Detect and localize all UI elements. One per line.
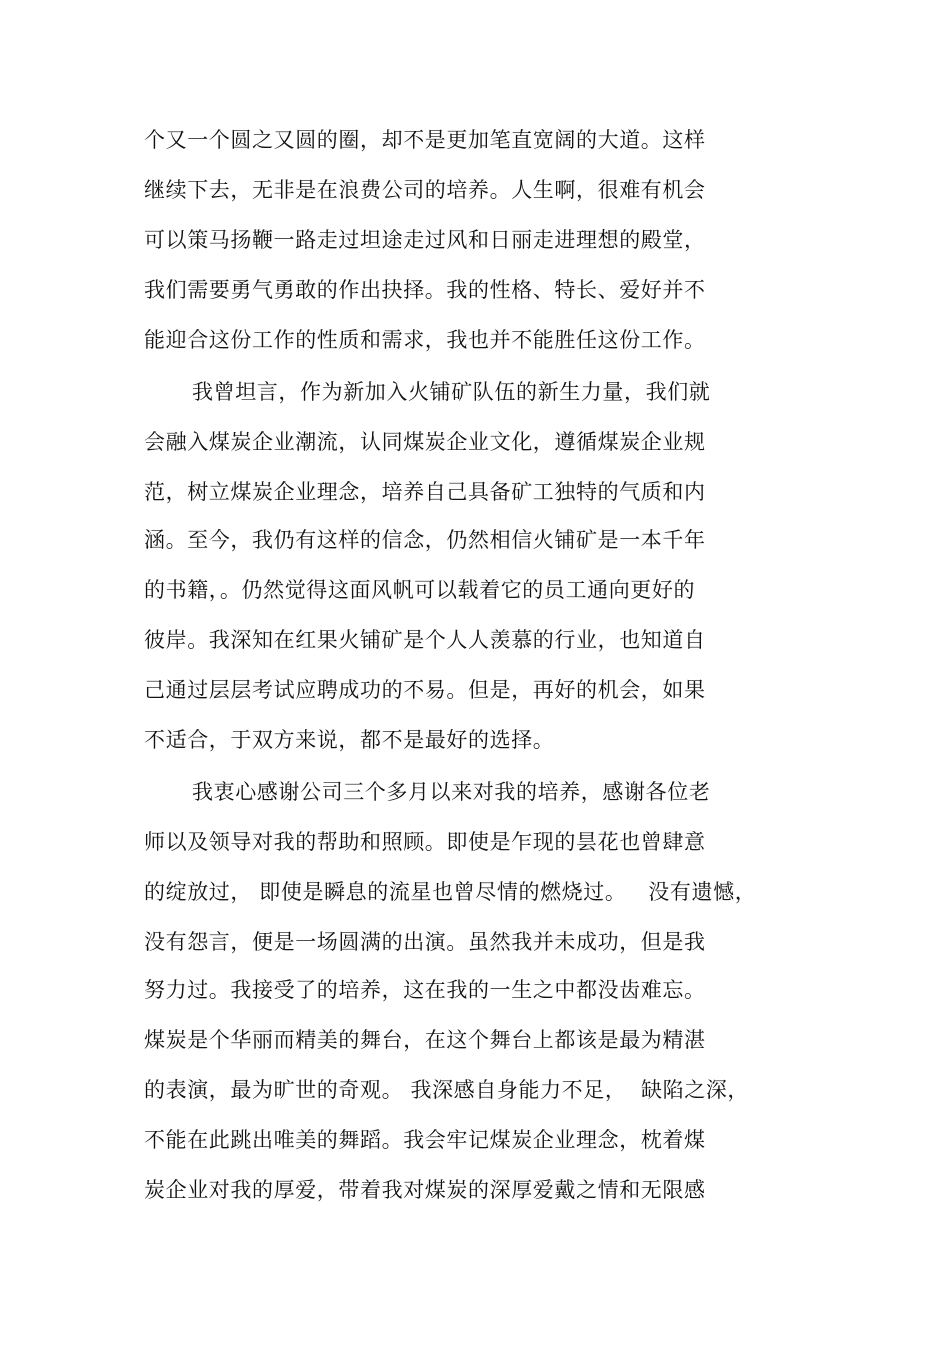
text-line-9: 涵。至今，我仍有这样的信念，仍然相信火铺矿是一本千年 [144, 528, 706, 552]
text-line-2: 继续下去，无非是在浪费公司的培养。人生啊，很难有机会 [144, 178, 706, 202]
text-line-3: 可以策马扬鞭一路走过坦途走过风和日丽走进理想的殿堂， [144, 228, 706, 252]
text-line-15: 师以及领导对我的帮助和照顾。即使是乍现的昙花也曾肆意 [144, 830, 706, 854]
text-line-17: 没有怨言，便是一场圆满的出演。虽然我并未成功，但是我 [144, 930, 706, 954]
paragraph-start-line-14: 我衷心感谢公司三个多月以来对我的培养，感谢各位老 [192, 780, 711, 804]
text-line-13: 不适合，于双方来说，都不是最好的选择。 [144, 728, 555, 752]
text-line-7: 会融入煤炭企业潮流，认同煤炭企业文化，遵循煤炭企业规 [144, 430, 706, 454]
text-line-16: 的绽放过， 即使是瞬息的流星也曾尽情的燃烧过。 没有遗憾， [144, 880, 757, 904]
text-line-20: 的表演，最为旷世的奇观。 我深感自身能力不足， 缺陷之深， [144, 1078, 750, 1102]
text-line-1: 个又一个圆之又圆的圈，却不是更加笔直宽阔的大道。这样 [144, 128, 706, 152]
paragraph-start-line-6: 我曾坦言，作为新加入火铺矿队伍的新生力量，我们就 [192, 380, 711, 404]
text-line-10: 的书籍，。仍然觉得这面风帆可以载着它的员工通向更好的 [144, 578, 696, 602]
text-line-4: 我们需要勇气勇敢的作出抉择。我的性格、特长、爱好并不 [144, 278, 706, 302]
text-line-18: 努力过。我接受了的培养，这在我的一生之中都没齿难忘。 [144, 978, 706, 1002]
text-line-22: 炭企业对我的厚爱，带着我对煤炭的深厚爱戴之情和无限感 [144, 1178, 706, 1202]
text-line-19: 煤炭是个华丽而精美的舞台，在这个舞台上都该是最为精湛 [144, 1028, 706, 1052]
text-line-11: 彼岸。我深知在红果火铺矿是个人人羡慕的行业，也知道自 [144, 628, 706, 652]
text-line-12: 己通过层层考试应聘成功的不易。但是，再好的机会，如果 [144, 678, 706, 702]
text-line-21: 不能在此跳出唯美的舞蹈。我会牢记煤炭企业理念，枕着煤 [144, 1128, 706, 1152]
text-line-8: 范，树立煤炭企业理念，培养自己具备矿工独特的气质和内 [144, 480, 706, 504]
text-line-5: 能迎合这份工作的性质和需求，我也并不能胜任这份工作。 [144, 328, 706, 352]
